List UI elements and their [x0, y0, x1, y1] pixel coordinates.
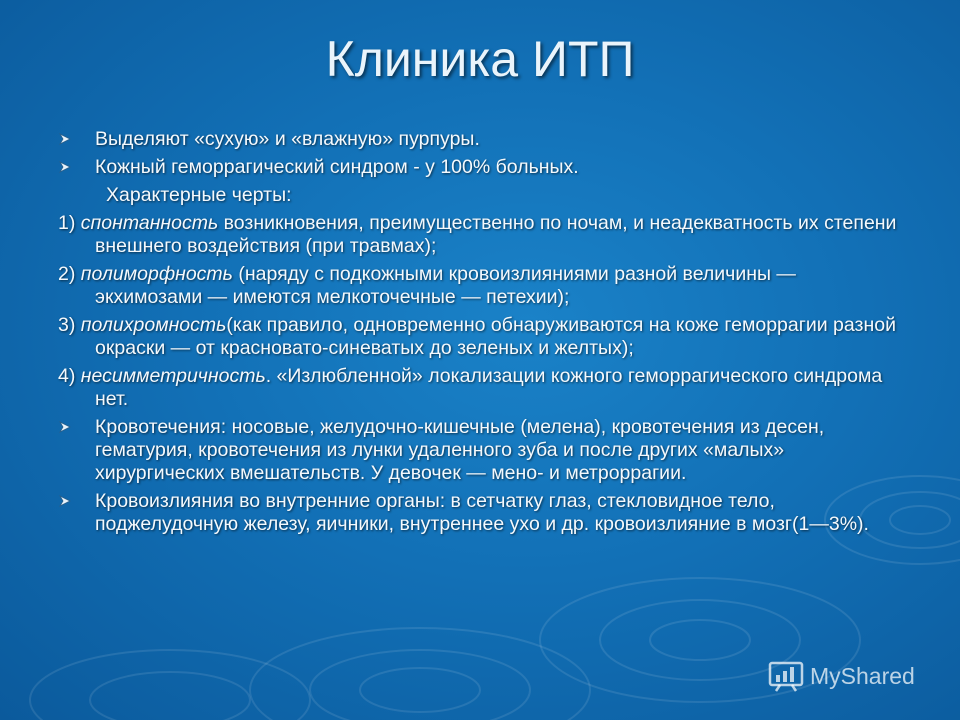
item-number: 4): [58, 365, 81, 387]
bullet-item: [58, 490, 898, 536]
item-term: спонтанность: [80, 212, 219, 234]
arrow-bullet-icon: [58, 160, 72, 174]
watermark-text: MyShared: [810, 662, 915, 689]
slide-body: [58, 128, 898, 541]
item-number: 1): [58, 212, 81, 234]
arrow-bullet-icon: [58, 494, 72, 508]
subheading: Характерные черты:: [106, 184, 292, 206]
item-number: 2): [58, 263, 81, 285]
bullet-item: [58, 128, 898, 151]
item-term: полихромность: [80, 314, 227, 336]
item-number: 3): [58, 314, 81, 336]
item-term: полиморфность: [80, 263, 233, 285]
numbered-item: [58, 212, 898, 258]
bullet-item: [58, 156, 898, 179]
presentation-logo-icon: [768, 660, 804, 692]
arrow-bullet-icon: [58, 420, 72, 434]
bullet-text: Кровоизлияния во внутренние органы: в сетчатку глаз, стекловидное тело, поджелудочную железу, яичники, внутреннее ухо и др. кровоизлияние в мозг(1—3%).: [95, 490, 869, 535]
arrow-bullet-icon: [58, 132, 72, 146]
bullet-text: Кровотечения: носовые, желудочно-кишечные (мелена), кровотечения из десен, гематурия, кровотечения из лунки удаленного зуба и после других «малых» хирургических вмешательств. У девочек — мено- и метроррагии.: [95, 416, 825, 484]
item-term: несимметричность: [80, 365, 266, 387]
item-text: . «Излюбленной» локализации кожного геморрагического синдрома нет.: [95, 365, 883, 410]
item-text: (как правило, одновременно обнаруживаются на коже геморрагии разной окраски — от красновато-синеватых до зеленых и желтых);: [95, 314, 896, 359]
numbered-item: [58, 365, 898, 411]
numbered-item: [58, 314, 898, 360]
bullet-item: [58, 416, 898, 485]
bullet-text: Выделяют «сухую» и «влажную» пурпуры.: [95, 128, 480, 150]
item-text: возникновения, преимущественно по ночам, и неадекватность их степени внешнего воздействия (при травмах);: [95, 212, 897, 257]
watermark: [768, 658, 915, 694]
slide-title: Клиника ИТП: [325, 31, 635, 87]
bullet-text: Кожный геморрагический синдром - у 100% больных.: [95, 156, 579, 178]
item-text: (наряду с подкожными кровоизлияниями разной величины — экхимозами — имеются мелкоточечные — петехии);: [95, 263, 796, 308]
numbered-item: [58, 263, 898, 309]
